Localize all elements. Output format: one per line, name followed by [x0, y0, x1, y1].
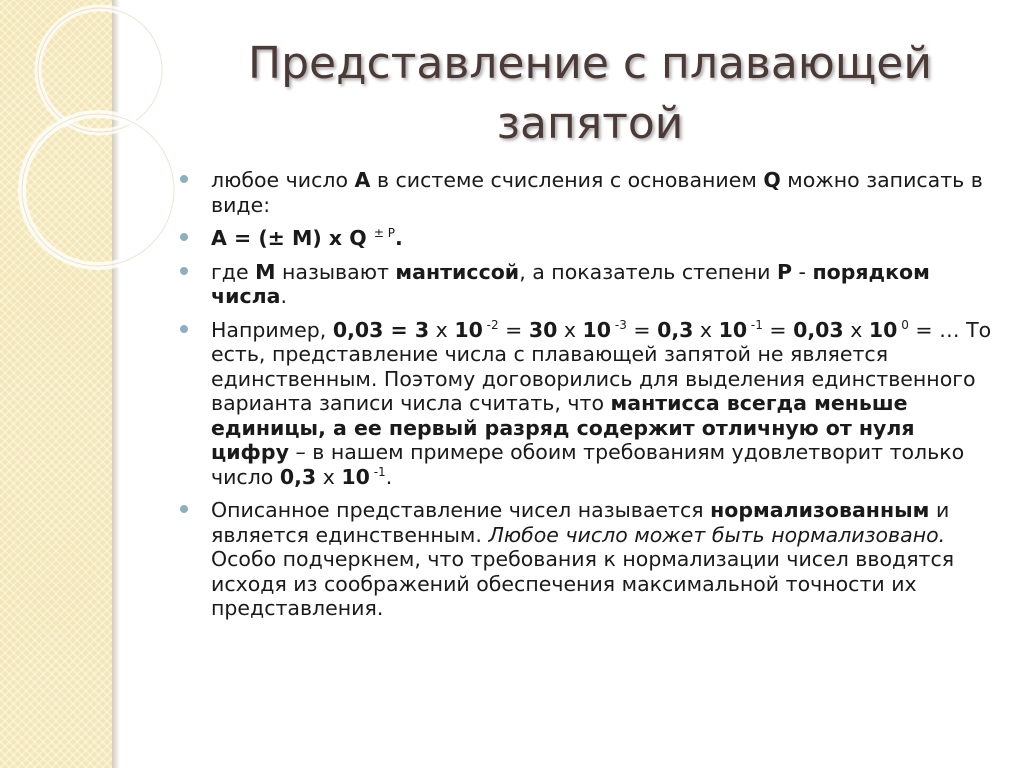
- bullet-text: [211, 318, 998, 490]
- superscript: -1: [747, 317, 763, 332]
- text-run: x: [693, 317, 719, 342]
- bullet-dot-icon: [180, 267, 188, 275]
- list-item: [178, 168, 998, 217]
- bold-run: 10: [582, 317, 612, 342]
- bold-run: 10: [868, 317, 898, 342]
- bold-run: 0,03 = 3: [332, 317, 430, 342]
- bullet-text: [211, 168, 998, 217]
- text-run: в системе счисления с основанием: [370, 168, 764, 192]
- superscript: 0: [897, 317, 909, 332]
- bullet-dot-icon: [180, 325, 188, 333]
- text-run: x: [843, 317, 869, 342]
- bullet-text: [211, 260, 998, 309]
- list-item: [178, 498, 998, 621]
- text-run: x: [557, 317, 583, 342]
- bullet-dot-icon: [180, 175, 188, 183]
- list-item: [178, 260, 998, 309]
- slide-title: [160, 34, 1020, 154]
- text-run: любое число: [211, 168, 355, 192]
- bold-run: нормализованным: [710, 498, 930, 522]
- list-item: [178, 226, 998, 251]
- bold-run: 0,3: [657, 317, 694, 342]
- superscript: ± P: [373, 226, 395, 240]
- text-run: называют: [275, 259, 396, 284]
- bold-run: A: [354, 168, 371, 192]
- bold-run: мантиссой: [395, 259, 520, 284]
- text-run: -: [792, 259, 813, 284]
- text-run: x: [429, 317, 455, 342]
- bullet-dot-icon: [180, 505, 188, 513]
- bold-run: Q: [763, 168, 781, 192]
- text-run: и является единственным.: [211, 498, 950, 547]
- bold-run: P: [777, 259, 793, 284]
- title-line-1: Представление с плавающей: [248, 38, 932, 89]
- text-run: x: [316, 464, 342, 489]
- bold-run: порядком числа: [211, 259, 930, 308]
- bold-run: M: [255, 259, 276, 284]
- bold-run: 10: [341, 464, 370, 489]
- bullet-dot-icon: [180, 233, 188, 241]
- bold-run: 0,3: [279, 464, 317, 489]
- text-run: где: [211, 259, 256, 284]
- bullet-text: [211, 498, 998, 621]
- bold-run: 0,03: [793, 317, 844, 342]
- bullet-list: [178, 168, 998, 630]
- bold-run: 10: [718, 317, 748, 342]
- text-run: = … То есть, представление числа с плавающей запятой не является единственным. Поэтому договорились для выделения единственного варианта записи числа считать, что: [211, 317, 992, 415]
- bold-run: мантисса всегда меньше единицы, а ее первый разряд содержит отличную от нуля цифру: [211, 391, 915, 464]
- title-line-2: запятой: [496, 98, 684, 149]
- list-item: [178, 318, 998, 490]
- bold-run: .: [394, 226, 403, 250]
- text-run: можно записать в виде:: [211, 168, 983, 217]
- text-run: =: [762, 317, 794, 342]
- text-run: Описанное представление чисел называется: [211, 498, 711, 522]
- text-run: .: [280, 284, 287, 308]
- bold-run: 10: [454, 317, 483, 342]
- text-run: =: [626, 317, 658, 342]
- formula-text: [211, 226, 998, 251]
- text-run: – в нашем примере обоим требованиям удовлетворит только число: [211, 440, 965, 489]
- text-run: .: [385, 464, 393, 489]
- text-run: Особо подчеркнем, что требования к нормализации чисел вводятся исходя из соображений обеспечения максимальной точности их представления.: [211, 547, 955, 620]
- text-run: Например,: [211, 317, 333, 342]
- bold-run: 30: [528, 317, 558, 342]
- bold-run: A = (± M) x Q: [211, 226, 374, 250]
- text-run: , а показатель степени: [519, 259, 777, 284]
- text-run: =: [498, 317, 529, 342]
- italic-run: Любое число может быть нормализовано.: [488, 522, 946, 547]
- superscript: -3: [611, 317, 627, 332]
- superscript: -2: [482, 317, 499, 332]
- superscript: -1: [369, 464, 386, 479]
